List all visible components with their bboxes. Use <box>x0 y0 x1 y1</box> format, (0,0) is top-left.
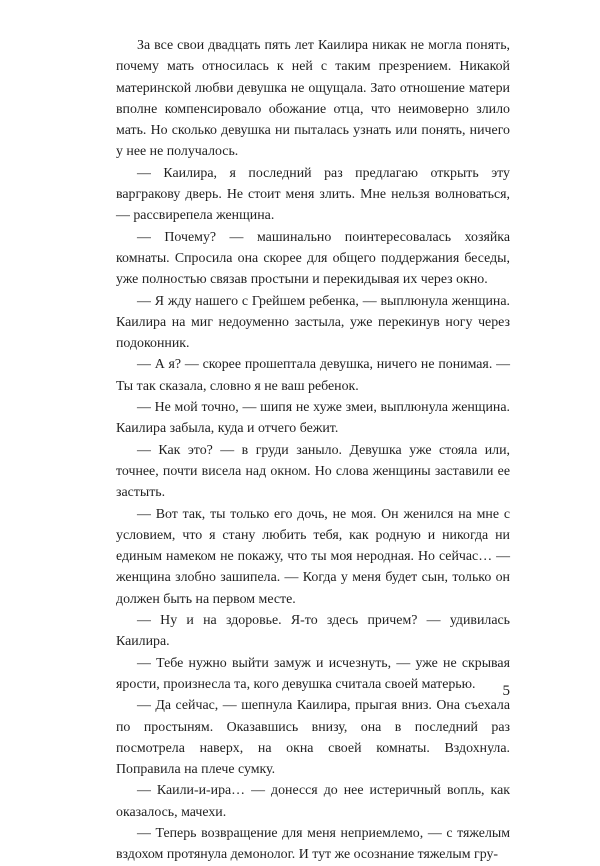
paragraph: — Каили-и-ира… — донесся до нее истеричный вопль, как оказалось, мачехи. <box>116 783 510 820</box>
paragraph: — Теперь возвращение для меня неприемлемо, — с тяжелым вздохом протянула демонолог. И тут же осознание тяжелым гру- <box>116 825 510 863</box>
paragraph: — Тебе нужно выйти замуж и исчезнуть, — уже не скрывая ярости, произнесла та, кого девушка считала своей матерью. <box>116 655 510 692</box>
paragraph: — Ну и на здоровье. Я-то здесь причем? — удивилась Каилира. <box>116 613 510 650</box>
paragraph: — Не мой точно, — шипя не хуже змеи, выплюнула женщина. Каилира забыла, куда и отчего бежит. <box>116 400 510 437</box>
paragraph: — Да сейчас, — шепнула Каилира, прыгая вниз. Она съехала по простыням. Оказавшись внизу, она в последний раз посмотрела наверх, на окна своей комнаты. Вздохнула. Поправила на плече сумку. <box>116 698 510 778</box>
paragraph: — А я? — скорее прошептала девушка, ничего не понимая. — Ты так сказала, словно я не ваш ребенок. <box>116 357 510 394</box>
body-text <box>116 35 510 866</box>
paragraph: За все свои двадцать пять лет Каилира никак не могла понять, почему мать относилась к ней с таким презрением. Никакой материнской любви девушка не ощущала. Зато отношение матери вполне компенсировало обожание отца, что неимоверно злило мать. Но сколько девушка ни пыталась узнать или понять, ничего у нее не получалось. <box>116 38 510 160</box>
page-number: 5 <box>502 683 510 699</box>
paragraph: — Я жду нашего с Грейшем ребенка, — выплюнула женщина. Каилира на миг недоуменно застыла, уже перекинув ногу через подоконник. <box>116 293 510 352</box>
paragraph: — Почему? — машинально поинтересовалась хозяйка комнаты. Спросила она скорее для общего поддержания беседы, уже полностью связав простыни и перекидывая их через окно. <box>116 229 510 288</box>
paragraph: — Каилира, я последний раз предлагаю открыть эту варгракову дверь. Не стоит меня злить. Мне нельзя волноваться, — рассвирепела женщина. <box>116 165 510 224</box>
paragraph: — Вот так, ты только его дочь, не моя. Он женился на мне с условием, что я стану любить тебя, как родную и никогда ни единым намеком не покажу, что ты моя неродная. Но сейчас… — женщина злобно зашипела. — Когда у меня будет сын, только он должен быть на первом месте. <box>116 506 510 607</box>
paragraph: — Как это? — в груди заныло. Девушка уже стояла или, точнее, почти висела над окном. Но слова женщины заставили ее застыть. <box>116 442 510 501</box>
